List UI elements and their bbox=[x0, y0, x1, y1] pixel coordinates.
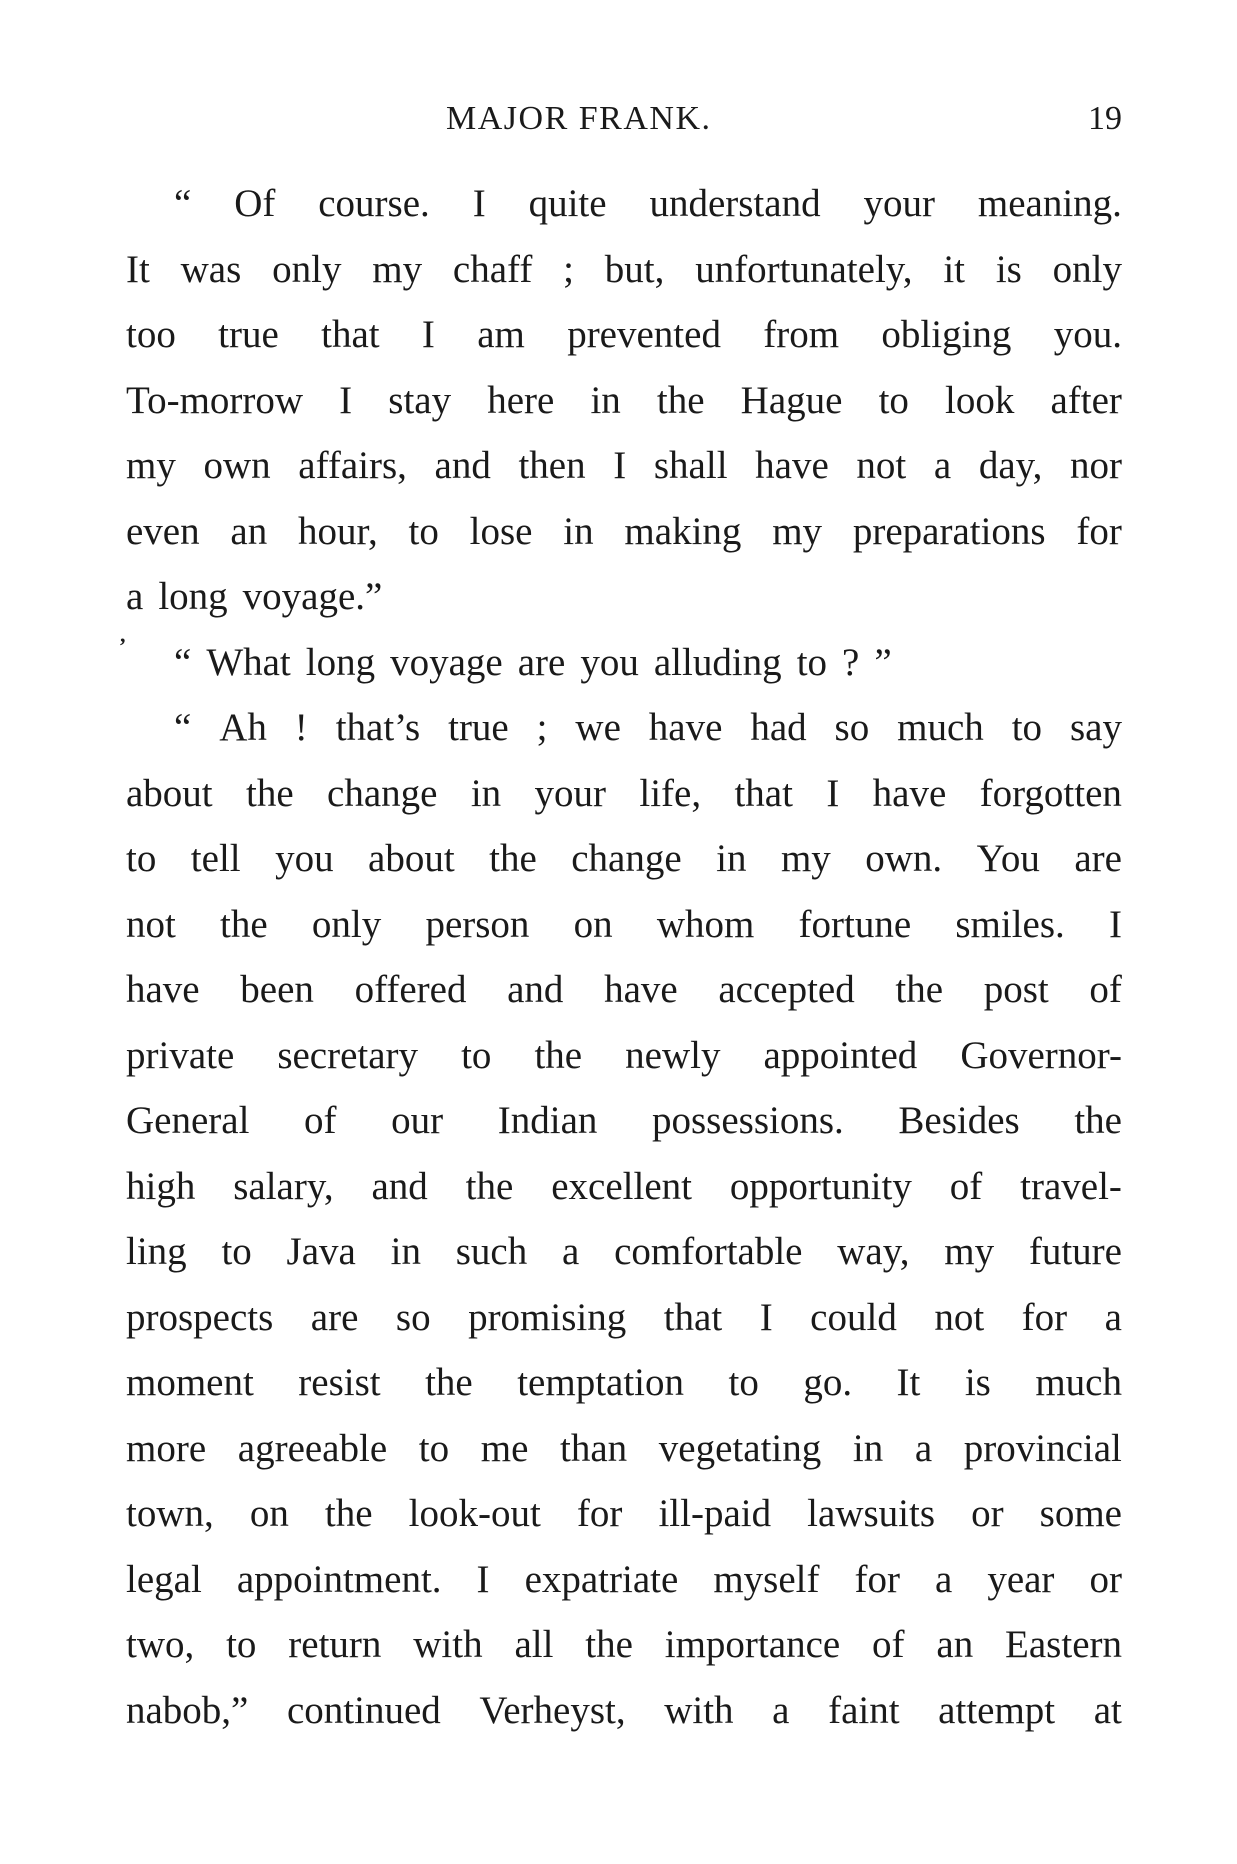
text-line: legal appointment. I expatriate myself for a year or bbox=[126, 1557, 1122, 1601]
text-line: not the only person on whom fortune smiles. I bbox=[126, 902, 1122, 946]
running-head bbox=[126, 100, 1122, 160]
text-line: ling to Java in such a comfortable way, my future bbox=[126, 1230, 1122, 1273]
text-line: a long voyage.” bbox=[126, 575, 383, 618]
text-line: “ What long voyage are you alluding to ? ” bbox=[174, 640, 892, 684]
text-line: to tell you about the change in my own. You are bbox=[126, 837, 1122, 880]
text-line: General of our Indian possessions. Besides the bbox=[126, 1099, 1122, 1142]
margin-mark: , bbox=[120, 622, 126, 647]
page-number: 19 bbox=[1088, 100, 1122, 137]
text-line: prospects are so promising that I could not for a bbox=[126, 1295, 1122, 1339]
text-line: too true that I am prevented from obliging you. bbox=[126, 313, 1122, 356]
text-line: even an hour, to lose in making my preparations for bbox=[126, 509, 1122, 553]
text-line: It was only my chaff ; but, unfortunately, it is only bbox=[126, 247, 1122, 291]
text-line: two, to return with all the importance of an Eastern bbox=[126, 1623, 1122, 1666]
text-line: “ Of course. I quite understand your meaning. bbox=[174, 182, 1122, 225]
text-line: more agreeable to me than vegetating in a provincial bbox=[126, 1426, 1122, 1470]
text-line: private secretary to the newly appointed Governor- bbox=[126, 1033, 1122, 1077]
running-title: MAJOR FRANK. bbox=[446, 100, 712, 137]
text-line: town, on the look-out for ill-paid lawsuits or some bbox=[126, 1492, 1122, 1535]
text-line: my own affairs, and then I shall have not a day, nor bbox=[126, 444, 1122, 487]
body-text bbox=[126, 171, 1122, 1743]
text-line: moment resist the temptation to go. It is much bbox=[126, 1361, 1122, 1404]
text-line: To-morrow I stay here in the Hague to look after bbox=[126, 378, 1122, 422]
text-line: “ Ah ! that’s true ; we have had so much to say bbox=[174, 706, 1122, 749]
text-line: nabob,” continued Verheyst, with a faint attempt at bbox=[126, 1688, 1122, 1732]
text-line: about the change in your life, that I have forgotten bbox=[126, 771, 1122, 815]
text-line: have been offered and have accepted the post of bbox=[126, 968, 1122, 1011]
text-line: high salary, and the excellent opportunity of travel- bbox=[126, 1164, 1122, 1208]
